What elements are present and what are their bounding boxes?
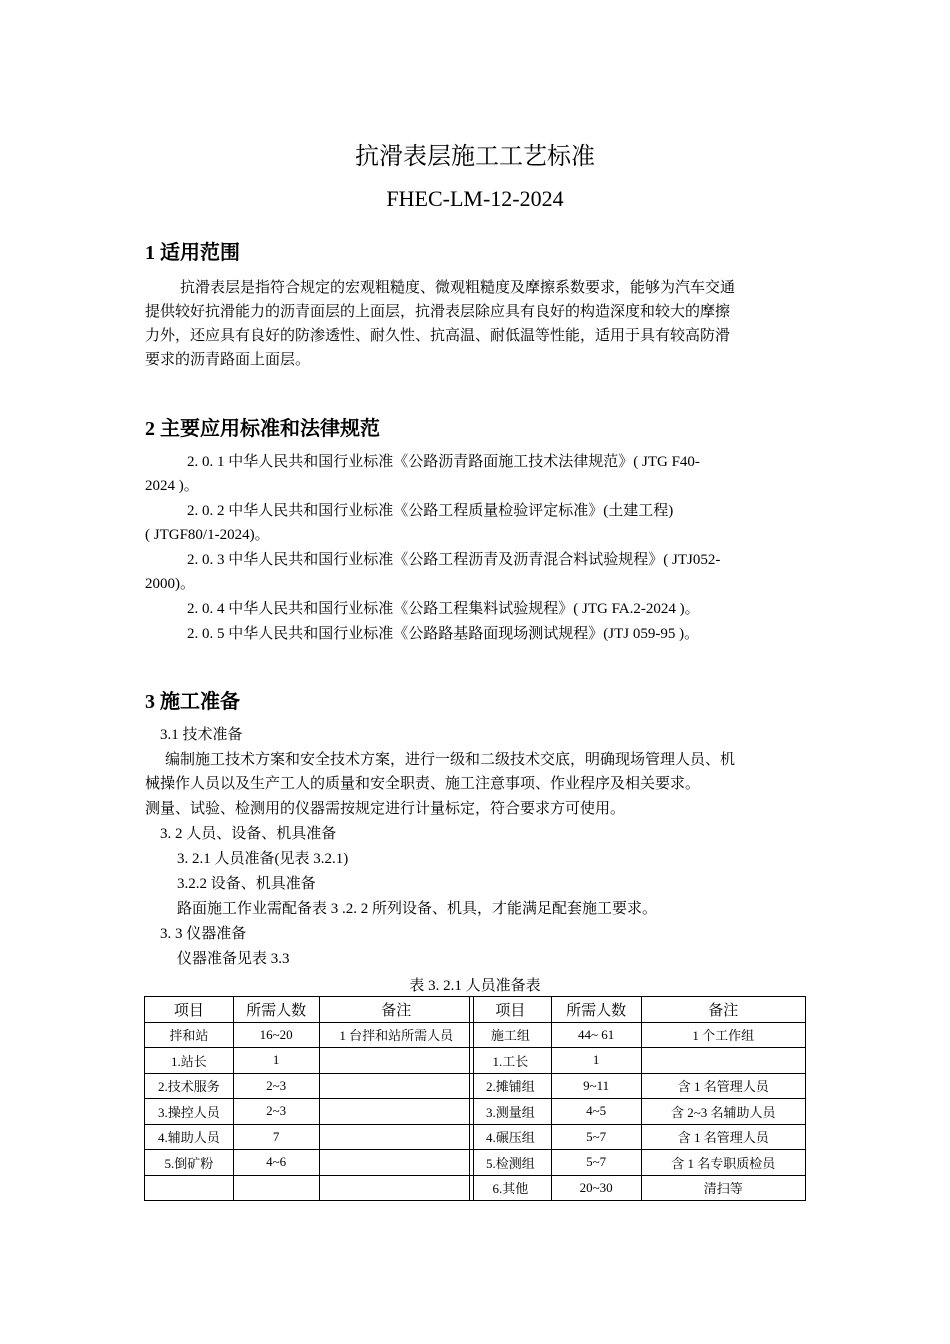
section-1-heading: 1 适用范围 (145, 242, 240, 264)
table-cell: 1 台拌和站所需人员 (319, 1022, 473, 1048)
section-3-line-10: 仪器准备见表 3.3 (177, 951, 290, 967)
table-row (470, 1124, 806, 1150)
table-row (470, 1073, 806, 1099)
table-header-cell: 备注 (641, 997, 805, 1023)
document-code: FHEC-LM-12-2024 (386, 186, 564, 211)
section-3-heading: 3 施工准备 (145, 691, 240, 713)
section-3-line-2: 编制施工技术方案和安全技术方案，进行一级和二级技术交底，明确现场管理人员、机 (165, 752, 736, 768)
table-cell: 1 (233, 1048, 319, 1074)
section-3-line-6: 3. 2.1 人员准备(见表 3.2.1) (177, 851, 349, 867)
table-row (470, 1022, 806, 1048)
table-cell: 4~5 (551, 1099, 641, 1125)
personnel-table-right (469, 996, 806, 1201)
section-1-line-1: 抗滑表层是指符合规定的宏观粗糙度、微观粗糙度及摩擦系数要求，能够为汽车交通 (180, 280, 736, 296)
section-1-line-3: 力外，还应具有良好的防渗透性、耐久性、抗高温、耐低温等性能，适用于具有较高防滑 (145, 328, 731, 344)
table-cell: 7 (233, 1124, 319, 1150)
standard-line-2: 2024 )。 (145, 478, 199, 494)
standard-line-1: 2. 0. 1 中华人民共和国行业标准《公路沥青路面施工技术法律规范》( JTG F40- (187, 454, 700, 470)
standard-line-5: 2. 0. 3 中华人民共和国行业标准《公路工程沥青及沥青混合料试验规程》( JTJ052- (187, 552, 721, 568)
table-cell (319, 1048, 473, 1074)
section-2-heading: 2 主要应用标准和法律规范 (145, 418, 380, 440)
table-header-row (470, 997, 806, 1023)
section-3-line-9: 3. 3 仪器准备 (160, 926, 247, 942)
document-title: 抗滑表层施工工艺标准 (355, 144, 595, 170)
standard-line-8: 2. 0. 5 中华人民共和国行业标准《公路路基路面现场测试规程》(JTJ 059-95 )。 (187, 626, 700, 642)
table-cell: 含 2~3 名辅助人员 (641, 1099, 805, 1125)
table-cell: 16~20 (233, 1022, 319, 1048)
table-row (145, 1124, 474, 1150)
table-row (470, 1048, 806, 1074)
table-cell: 1.工长 (470, 1048, 552, 1074)
table-row (145, 1099, 474, 1125)
table-row (145, 1048, 474, 1074)
table-cell: 6.其他 (470, 1175, 552, 1201)
table-header-cell: 所需人数 (551, 997, 641, 1023)
section-1-line-2: 提供较好抗滑能力的沥青面层的上面层，抗滑表层除应具有良好的构造深度和较大的摩擦 (145, 304, 731, 320)
table-cell: 4~6 (233, 1150, 319, 1176)
table-row (145, 1175, 474, 1201)
standard-line-4: ( JTGF80/1-2024)。 (145, 527, 270, 543)
table-caption: 表 3. 2.1 人员准备表 (409, 978, 541, 994)
table-row (145, 1150, 474, 1176)
table-cell: 5~7 (551, 1124, 641, 1150)
standard-line-7: 2. 0. 4 中华人民共和国行业标准《公路工程集料试验规程》( JTG FA.2-2024 )。 (187, 601, 700, 617)
table-cell: 拌和站 (145, 1022, 234, 1048)
table-cell: 44~ 61 (551, 1022, 641, 1048)
table-cell: 1.站长 (145, 1048, 234, 1074)
table-header-row (145, 997, 474, 1023)
table-row (145, 1022, 474, 1048)
section-3-line-8: 路面施工作业需配备表 3 .2. 2 所列设备、机具，才能满足配套施工要求。 (177, 901, 658, 917)
section-3-line-3: 械操作人员以及生产工人的质量和安全职责、施工注意事项、作业程序及相关要求。 (145, 776, 701, 792)
table-row (145, 1073, 474, 1099)
table-cell (145, 1175, 234, 1201)
table-cell: 2~3 (233, 1073, 319, 1099)
table-cell: 20~30 (551, 1175, 641, 1201)
table-cell: 5.倒矿粉 (145, 1150, 234, 1176)
table-row (470, 1099, 806, 1125)
table-cell (319, 1124, 473, 1150)
table-header-cell: 备注 (319, 997, 473, 1023)
table-cell: 2.技术服务 (145, 1073, 234, 1099)
section-3-line-5: 3. 2 人员、设备、机具准备 (160, 826, 337, 842)
table-cell: 4.辅助人员 (145, 1124, 234, 1150)
table-cell: 9~11 (551, 1073, 641, 1099)
table-cell (319, 1073, 473, 1099)
table-cell: 5.检测组 (470, 1150, 552, 1176)
table-cell: 3.操控人员 (145, 1099, 234, 1125)
standard-line-6: 2000)。 (145, 576, 195, 592)
section-3-line-1: 3.1 技术准备 (160, 727, 243, 743)
table-cell: 4.碾压组 (470, 1124, 552, 1150)
table-cell: 2~3 (233, 1099, 319, 1125)
table-cell: 含 1 名管理人员 (641, 1124, 805, 1150)
table-cell: 含 1 名管理人员 (641, 1073, 805, 1099)
table-cell (233, 1175, 319, 1201)
table-cell: 1 (551, 1048, 641, 1074)
table-cell: 2.摊铺组 (470, 1073, 552, 1099)
table-cell: 1 个工作组 (641, 1022, 805, 1048)
table-row (470, 1150, 806, 1176)
table-cell (319, 1175, 473, 1201)
table-cell: 5~7 (551, 1150, 641, 1176)
section-3-line-4: 测量、试验、检测用的仪器需按规定进行计量标定，符合要求方可使用。 (145, 801, 626, 817)
table-header-cell: 所需人数 (233, 997, 319, 1023)
table-row (470, 1175, 806, 1201)
standard-line-3: 2. 0. 2 中华人民共和国行业标准《公路工程质量检验评定标准》(土建工程) (187, 503, 674, 519)
section-1-line-4: 要求的沥青路面上面层。 (145, 352, 311, 368)
personnel-table-left (144, 996, 474, 1201)
table-cell (319, 1099, 473, 1125)
table-cell (641, 1048, 805, 1074)
table-cell (319, 1150, 473, 1176)
table-header-cell: 项目 (470, 997, 552, 1023)
table-header-cell: 项目 (145, 997, 234, 1023)
section-3-line-7: 3.2.2 设备、机具准备 (177, 876, 316, 892)
table-cell: 清扫等 (641, 1175, 805, 1201)
table-cell: 3.测量组 (470, 1099, 552, 1125)
table-cell: 含 1 名专职质检员 (641, 1150, 805, 1176)
table-cell: 施工组 (470, 1022, 552, 1048)
